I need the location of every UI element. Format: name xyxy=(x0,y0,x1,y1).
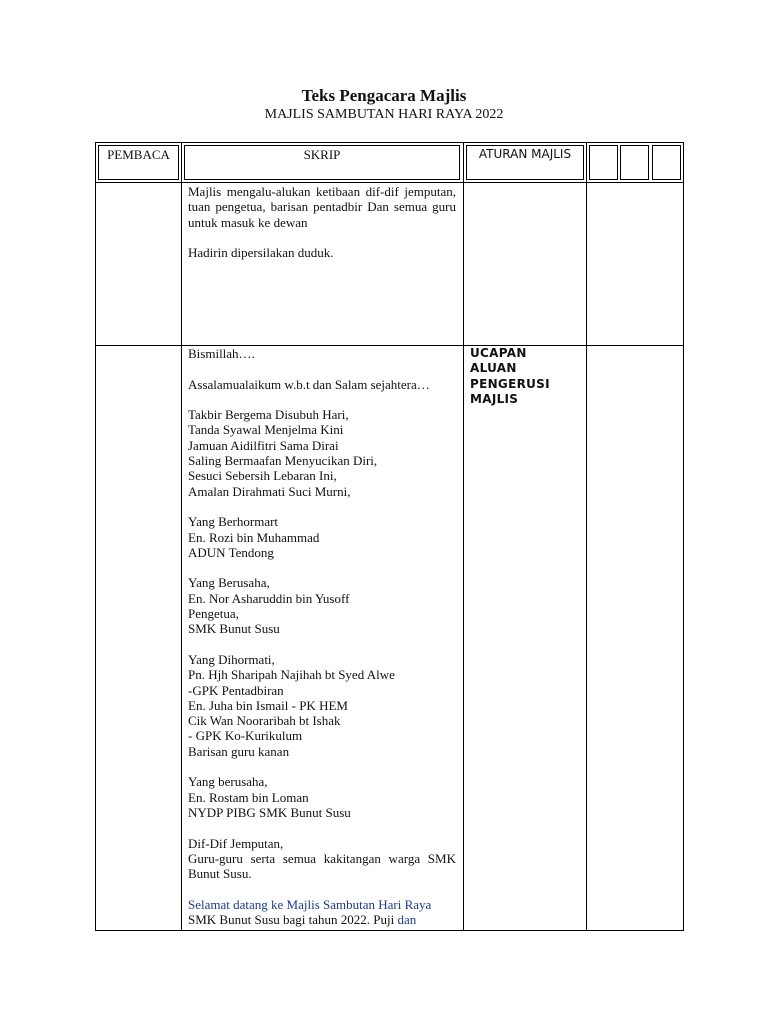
skrip-line: Dif-Dif Jemputan, xyxy=(188,835,284,851)
header-cell-blank-2 xyxy=(620,145,649,180)
document-subtitle: MAJLIS SAMBUTAN HARI RAYA 2022 xyxy=(264,107,504,122)
skrip-line: Barisan guru kanan xyxy=(188,743,290,759)
document-title: Teks Pengacara Majlis xyxy=(301,86,467,105)
skrip-line: - GPK Ko-Kurikulum xyxy=(188,728,303,744)
skrip-line: SMK Bunut Susu bagi tahun 2022. Puji xyxy=(188,911,395,927)
skrip-line: Yang Dihormati, xyxy=(188,651,275,667)
skrip-line: En. Juha bin Ismail - PK HEM xyxy=(188,697,348,713)
skrip-line: Takbir Bergema Disubuh Hari, xyxy=(188,407,349,423)
row-2-aturan xyxy=(470,346,582,407)
skrip-line: ADUN Tendong xyxy=(188,544,274,560)
skrip-line: Pengetua, xyxy=(188,606,239,622)
skrip-line: En. Rozi bin Muhammad xyxy=(188,529,320,545)
skrip-line: Cik Wan Nooraribah bt Ishak xyxy=(188,713,341,729)
skrip-line: Sesuci Sebersih Lebaran Ini, xyxy=(188,468,337,484)
skrip-line: NYDP PIBG SMK Bunut Susu xyxy=(188,804,351,820)
header-cell-blank-1 xyxy=(589,145,618,180)
skrip-line: Saling Bermaafan Menyucikan Diri, xyxy=(188,453,378,469)
aturan-line: UCAPAN xyxy=(470,346,527,360)
skrip-line: Yang Berhormart xyxy=(188,514,279,530)
row-2-skrip xyxy=(188,346,456,927)
skrip-line: Yang berusaha, xyxy=(188,774,268,790)
skrip-word-blue: dan xyxy=(397,911,417,927)
header-aturan: ATURAN MAJLIS xyxy=(478,147,572,161)
skrip-line: Guru-guru serta semua kakitangan warga SMK Bunut Susu. xyxy=(188,850,456,882)
skrip-line-blue: Selamat datang ke Majlis Sambutan Hari Raya xyxy=(188,896,432,912)
skrip-line: Amalan Dirahmati Suci Murni, xyxy=(188,483,351,499)
skrip-line: En. Rostam bin Loman xyxy=(188,789,309,805)
row-1-skrip xyxy=(188,184,456,260)
skrip-line: -GPK Pentadbiran xyxy=(188,682,284,698)
skrip-paragraph: Hadirin dipersilakan duduk. xyxy=(188,245,334,261)
skrip-line: Assalamualaikum w.b.t dan Salam sejahtera… xyxy=(188,376,430,392)
header-skrip: SKRIP xyxy=(303,147,341,162)
aturan-line: ALUAN xyxy=(470,361,517,376)
skrip-line: Tanda Syawal Menjelma Kini xyxy=(188,422,344,438)
header-pembaca: PEMBACA xyxy=(107,147,170,162)
skrip-line: SMK Bunut Susu xyxy=(188,621,280,637)
skrip-paragraph: Majlis mengalu-alukan ketibaan dif-dif jemputan, tuan pengetua, barisan pentadbir Dan semua guru untuk masuk ke dewan xyxy=(188,184,456,230)
skrip-line: Yang Berusaha, xyxy=(188,575,270,591)
skrip-line: Bismillah…. xyxy=(188,346,255,361)
skrip-line: En. Nor Asharuddin bin Yusoff xyxy=(188,590,350,606)
header-cell-blank-3 xyxy=(652,145,681,180)
aturan-line: PENGERUSI xyxy=(470,376,550,391)
aturan-line: MAJLIS xyxy=(470,391,519,406)
skrip-line: Jamuan Aidilfitri Sama Dirai xyxy=(188,437,339,453)
skrip-line: Pn. Hjh Sharipah Najihah bt Syed Alwe xyxy=(188,667,395,683)
